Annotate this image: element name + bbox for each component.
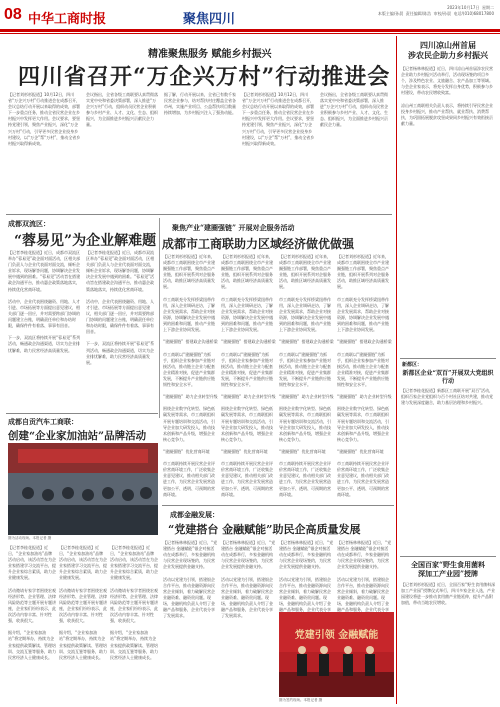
lead-body-col4: 【记者刘杉杉报道】10月12日，四川省“万企兴万村”行动推进会在成都召开，会议总结行动开展以来取得的成效，部署下一步重点任务，推动全省民营企业在乡村振兴中发挥更大作用。会议要求，要坚持党建引领，聚焦产业振兴，深化“万企兴万村”行动，引导更多民营企业投身乡村建设，以“万企”帮“万村”，推动全省乡村振兴取得新成效。: [242, 92, 315, 146]
story5-photo: [279, 612, 394, 697]
story5-body-col2: 【记者杨林林报道】近日，“党建搭台 金融赋能”银企对接活动在成都举行，多家金融机构与民营企业现场签约，为民营企业发展提供金融支持。 活动以党建为引领，搭建银企合作平台，推动金融资源向民营企业倾斜，着力破解民营企业融资难、融资贵问题。现场，金融机构负责人介绍了金融产品和服务，企业代表分享了发展需求。: [221, 540, 276, 619]
page-header: [0, 0, 500, 34]
story4-kicker: 成都自贡汽车工商联：: [8, 417, 78, 426]
story4-body-col1: 【记者李桂花报道】近日，“企业家加油站”品牌活动启动，该活动旨在为企业家搭建学习交流平台，提升企业家综合素质，助力企业健康发展。 活动邀请专家学者围绕宏观经济形势、企业管理、法律风险防范等主题开展专题讲座，企业家们纷纷表示，此次活动内容丰富、针对性强，收获很大。 据介绍，“企业家加油站”将定期举办，持续为企业家提供政策解读、管理培训、交流互鉴等服务，助力民营经济人士健康成长。: [8, 545, 56, 660]
story4-body-col3: 【记者李桂花报道】近日，“企业家加油站”品牌活动启动，该活动旨在为企业家搭建学习交流平台，提升企业家综合素质，助力企业健康发展。 活动邀请专家学者围绕宏观经济形势、企业管理、法律风险防范等主题开展专题讲座，企业家们纷纷表示，此次活动内容丰富、针对性强，收获很大。 据介绍，“企业家加油站”将定期举办，持续为企业家提供政策解读、管理培训、交流互鉴等服务，助力民营经济人士健康成长。: [110, 545, 158, 660]
story3-body-col2: 【记者刘杉杉报道】近年来，成都市工商联围绕全市产业建圈强链工作部署，聚焦重点产业链，组织开展系列对企服务活动，助推区域经济高质量发展。 市工商联充分发挥桥梁纽带作用，深入企业调研走访，了解企业发展需求，帮助企业对接资源，协调解决企业发展中遇到的困难和问题，推动产业链上下游企业协同发展。 “建圈强链” 搭建政企沟通桥梁 市工商联以“建圈强链”为抓手，组织企业家参加产业链对接活动，推动链主企业与配套企业精准对接，促进产业集群发展，不断提升产业链供应链韧性和安全水平。 “建圈强链” 助力企业转型升级 围绕企业数字化转型、绿色低碳发展等需求，市工商联组织开展专题培训和交流活动，引导企业加大研发投入，推动技术创新和产品升级，增强企业核心竞争力。 “建圈强链” 优化营商环境 市工商联持续开展民营企业评价营商环境工作，广泛收集企业意见建议，推动相关部门改进工作，为民营企业发展营造更加公平、透明、可预期的营商环境。: [221, 254, 276, 497]
dateline: 2023年10月17日 星期二 本版主编/孙晨 责任编辑/陈浩 审校/孙晨 电话/(010)68017800: [377, 5, 494, 16]
story5-caption: 图为签约现场。本报记者 摄: [279, 698, 323, 702]
story2-divider: [159, 218, 160, 418]
sidebar-rule1: [400, 358, 496, 359]
story5-top-rule: [162, 505, 394, 506]
story5-kicker: 成都金融发展：: [170, 510, 219, 519]
story3-body-col4: 【记者刘杉杉报道】近年来，成都市工商联围绕全市产业建圈强链工作部署，聚焦重点产业链，组织开展系列对企服务活动，助推区域经济高质量发展。 市工商联充分发挥桥梁纽带作用，深入企业调研走访，了解企业发展需求，帮助企业对接资源，协调解决企业发展中遇到的困难和问题，推动产业链上下游企业协同发展。 “建圈强链” 搭建政企沟通桥梁 市工商联以“建圈强链”为抓手，组织企业家参加产业链对接活动，推动链主企业与配套企业精准对接，促进产业集群发展，不断提升产业链供应链韧性和安全水平。 “建圈强链” 助力企业转型升级 围绕企业数字化转型、绿色低碳发展等需求，市工商联组织开展专题培训和交流活动，引导企业加大研发投入，推动技术创新和产品升级，增强企业核心竞争力。 “建圈强链” 优化营商环境 市工商联持续开展民营企业评价营商环境工作，广泛收集企业意见建议，推动相关部门改进工作，为民营企业发展营造更加公平、透明、可预期的营商环境。: [337, 254, 392, 497]
lead-body-col1: 【记者刘杉杉报道】10月12日，四川省“万企兴万村”行动推进会在成都召开，会议总结行动开展以来取得的成效，部署下一步重点任务，推动全省民营企业在乡村振兴中发挥更大作用。会议要求，要坚持党建引领，聚焦产业振兴，深化“万企兴万村”行动，引导更多民营企业投身乡村建设，以“万企”帮“万村”，推动全省乡村振兴取得新成效。: [8, 92, 81, 146]
sidebar-story2-headline: 新都区企业“双百”开展双大党组织行动: [402, 370, 494, 385]
lead-body-col3: 据了解，行动开展以来，全省已有数千家民营企业参与，结对帮扶村庄覆盖全省各市州，实施产业项目、公益帮扶项目数量持续增加，为乡村振兴注入了强劲动能。: [164, 92, 236, 116]
story4-headline: 创建“企业家加油站”品牌活动: [8, 430, 147, 442]
page-number: 08: [4, 6, 22, 23]
lead-kicker: 精准聚焦服务 赋能乡村振兴: [148, 49, 272, 60]
sidebar-story1-body: 【记者杨林林报道】近日，四川凉山州首届涉农民营企业助力乡村振兴活动举行，活动现场签约项目多个，涉及特色农业、文旅融合、农产品加工等领域。与会企业家表示，将充分发挥自身优势，积极参与乡村建设，带动农民增收致富。 凉山州工商联相关负责人表示，将持续引导民营企业投身乡村振兴，推动产业帮扶、就业帮扶、消费帮扶，为巩固拓展脱贫攻坚成果同乡村振兴有效衔接贡献力量。: [401, 66, 493, 126]
sidebar-story2-body: 【记者李桂花报道】新都区工商联开展“双百”活动，组织百家企业党组织与百个村社区结对共建，推动党建与发展深度融合，助力基层治理和乡村振兴。: [401, 388, 494, 406]
signing-photo: [279, 612, 394, 697]
sidebar-story2-kicker: 新都区：: [402, 362, 423, 368]
story2-kicker: 成都双流区：: [8, 219, 50, 228]
section-name: 聚焦四川: [183, 12, 236, 27]
story5-body-col3: 【记者杨林林报道】近日，“党建搭台 金融赋能”银企对接活动在成都举行，多家金融机构与民营企业现场签约，为民营企业发展提供金融支持。 活动以党建为引领，搭建银企合作平台，推动金融资源向民营企业倾斜，着力破解民营企业融资难、融资贵问题。现场，金融机构负责人介绍了金融产品和服务，企业代表分享: [279, 540, 334, 613]
story2-body-col2: 【记者李桂花报道】近日，成都市双流区举办“蓉易见”政企面对面活动，区相关部门负责人与企业代表面对面交流，倾听企业诉求，现场解答问题，协调解决企业发展中遇到的困难。“蓉易见”活动旨在搭建政企沟通平台，推动惠企政策落地落实，持续优化营商环境。 活动中，企业代表围绕融资、用地、人才引进、市场拓展等方面提出意见建议，相关部门逐一回应，并对需要跨部门协调的问题建立台账，明确责任单位和办结时限，确保件件有着落、事事有回音。 下一步，双流区将持续开展“蓉易见”系列活动，畅通政企沟通渠道，切实为企业排忧解难，助力民营经济高质量发展。: [86, 250, 155, 365]
photo-banner-text: 党建引领 金融赋能: [294, 630, 379, 641]
header-rule: [0, 29, 500, 32]
story5-headline: “党建搭台 金融赋能”助民企高质量发展: [168, 523, 361, 536]
sidebar-story3-headline: 全国百家“野生食用菌料 深加工产业园”授牌: [410, 560, 486, 578]
story2-headline: “蓉易见”为企业解难题: [14, 233, 157, 249]
story3-kicker: 聚焦产业“建圈强链” 开展对企服务活动: [172, 223, 295, 232]
story4-photo: [8, 443, 158, 535]
sidebar-story3-body: 【记者刘杉杉报道】近日，全国百家“野生食用菌料深加工产业园”授牌仪式举行，四川多家企业入选，产业园建设将进一步推动食用菌产业链延伸，提升产品附加值，带动当地农民增收。: [401, 582, 496, 606]
story4-top-rule: [6, 413, 158, 414]
lead-bottom-rule: [6, 214, 392, 215]
story5-body-col1: 【记者杨林林报道】近日，“党建搭台 金融赋能”银企对接活动在成都举行，多家金融机构与民营企业现场签约，为民营企业发展提供金融支持。 活动以党建为引领，搭建银企合作平台，推动金融资源向民营企业倾斜，着力破解民营企业融资难、融资贵问题。现场，金融机构负责人介绍了金融产品和服务，企业代表分享了发展需求。: [163, 540, 218, 619]
story2-body-col1: 【记者李桂花报道】近日，成都市双流区举办“蓉易见”政企面对面活动，区相关部门负责人与企业代表面对面交流，倾听企业诉求，现场解答问题，协调解决企业发展中遇到的困难。“蓉易见”活动旨在搭建政企沟通平台，推动惠企政策落地落实，持续优化营商环境。 活动中，企业代表围绕融资、用地、人才引进、市场拓展等方面提出意见建议，相关部门逐一回应，并对需要跨部门协调的问题建立台账，明确责任单位和办结时限，确保件件有着落、事事有回音。 下一步，双流区将持续开展“蓉易见”系列活动，畅通政企沟通渠道，切实为企业排忧解难，助力民营经济高质量发展。: [8, 250, 81, 353]
story4-body-col2: 【记者李桂花报道】近日，“企业家加油站”品牌活动启动，该活动旨在为企业家搭建学习交流平台，提升企业家综合素质，助力企业健康发展。 活动邀请专家学者围绕宏观经济形势、企业管理、法律风险防范等主题开展专题讲座，企业家们纷纷表示，此次活动内容丰富、针对性强，收获很大。 据介绍，“企业家加油站”将定期举办，持续为企业家提供政策解读、管理培训、交流互鉴等服务，助力民营经济人士健康成长。: [59, 545, 107, 660]
story3-headline: 成都市工商联助力区域经济做优做强: [162, 237, 355, 251]
paper-name: 中华工商时报: [28, 12, 107, 27]
lead-body-col2: 会议指出，全省各级工商联要认真贯彻落实党中央和省委决策部署，深入推进“万企兴万村”行动，组织动员民营企业积极参与乡村产业、人才、文化、生态、组织振兴，为全面推进乡村振兴贡献民企力量。: [86, 92, 158, 128]
conference-photo: [8, 443, 158, 535]
sidebar-rule2: [400, 556, 496, 557]
story3-body-col3: 【记者刘杉杉报道】近年来，成都市工商联围绕全市产业建圈强链工作部署，聚焦重点产业链，组织开展系列对企服务活动，助推区域经济高质量发展。 市工商联充分发挥桥梁纽带作用，深入企业调研走访，了解企业发展需求，帮助企业对接资源，协调解决企业发展中遇到的困难和问题，推动产业链上下游企业协同发展。 “建圈强链” 搭建政企沟通桥梁 市工商联以“建圈强链”为抓手，组织企业家参加产业链对接活动，推动链主企业与配套企业精准对接，促进产业集群发展，不断提升产业链供应链韧性和安全水平。 “建圈强链” 助力企业转型升级 围绕企业数字化转型、绿色低碳发展等需求，市工商联组织开展专题培训和交流活动，引导企业加大研发投入，推动技术创新和产品升级，增强企业核心竞争力。 “建圈强链” 优化营商环境 市工商联持续开展民营企业评价营商环境工作，广泛收集企业意见建议，推动相关部门改进工作，为民营企业发展营造更加公平、透明、可预期的营商环境。: [279, 254, 334, 497]
story3-body-col1: 【记者刘杉杉报道】近年来，成都市工商联围绕全市产业建圈强链工作部署，聚焦重点产业链，组织开展系列对企服务活动，助推区域经济高质量发展。 市工商联充分发挥桥梁纽带作用，深入企业调研走访，了解企业发展需求，帮助企业对接资源，协调解决企业发展中遇到的困难和问题，推动产业链上下游企业协同发展。 “建圈强链” 搭建政企沟通桥梁 市工商联以“建圈强链”为抓手，组织企业家参加产业链对接活动，推动链主企业与配套企业精准对接，促进产业集群发展，不断提升产业链供应链韧性和安全水平。 “建圈强链” 助力企业转型升级 围绕企业数字化转型、绿色低碳发展等需求，市工商联组织开展专题培训和交流活动，引导企业加大研发投入，推动技术创新和产品升级，增强企业核心竞争力。 “建圈强链” 优化营商环境 市工商联持续开展民营企业评价营商环境工作，广泛收集企业意见建议，推动相关部门改进工作，为民营企业发展营造更加公平、透明、可预期的营商环境。: [163, 254, 218, 497]
story4-caption: 图为活动现场。本报记者 摄: [8, 536, 52, 540]
header-rule-thin: [0, 33, 500, 34]
sidebar-divider: [396, 36, 397, 704]
lead-headline: 四川省召开“万企兴万村”行动推进会: [18, 64, 391, 90]
sidebar-story1-headline: 四川凉山州首届 涉农民企助力乡村振兴: [408, 40, 488, 60]
lead-body-col5: 会议指出，全省各级工商联要认真贯彻落实党中央和省委决策部署，深入推进“万企兴万村”行动，组织动员民营企业积极参与乡村产业、人才、文化、生态、组织振兴，为全面推进乡村振兴贡献民企力量。: [320, 92, 389, 128]
story5-body-col4: 【记者杨林林报道】近日，“党建搭台 金融赋能”银企对接活动在成都举行，多家金融机构与民营企业现场签约，为民营企业发展提供金融支持。 活动以党建为引领，搭建银企合作平台，推动金融资源向民营企业倾斜，着力破解民营企业融资难、融资贵问题。现场，金融机构负责人介绍了金融产品和服务，企业代表分享: [337, 540, 392, 613]
